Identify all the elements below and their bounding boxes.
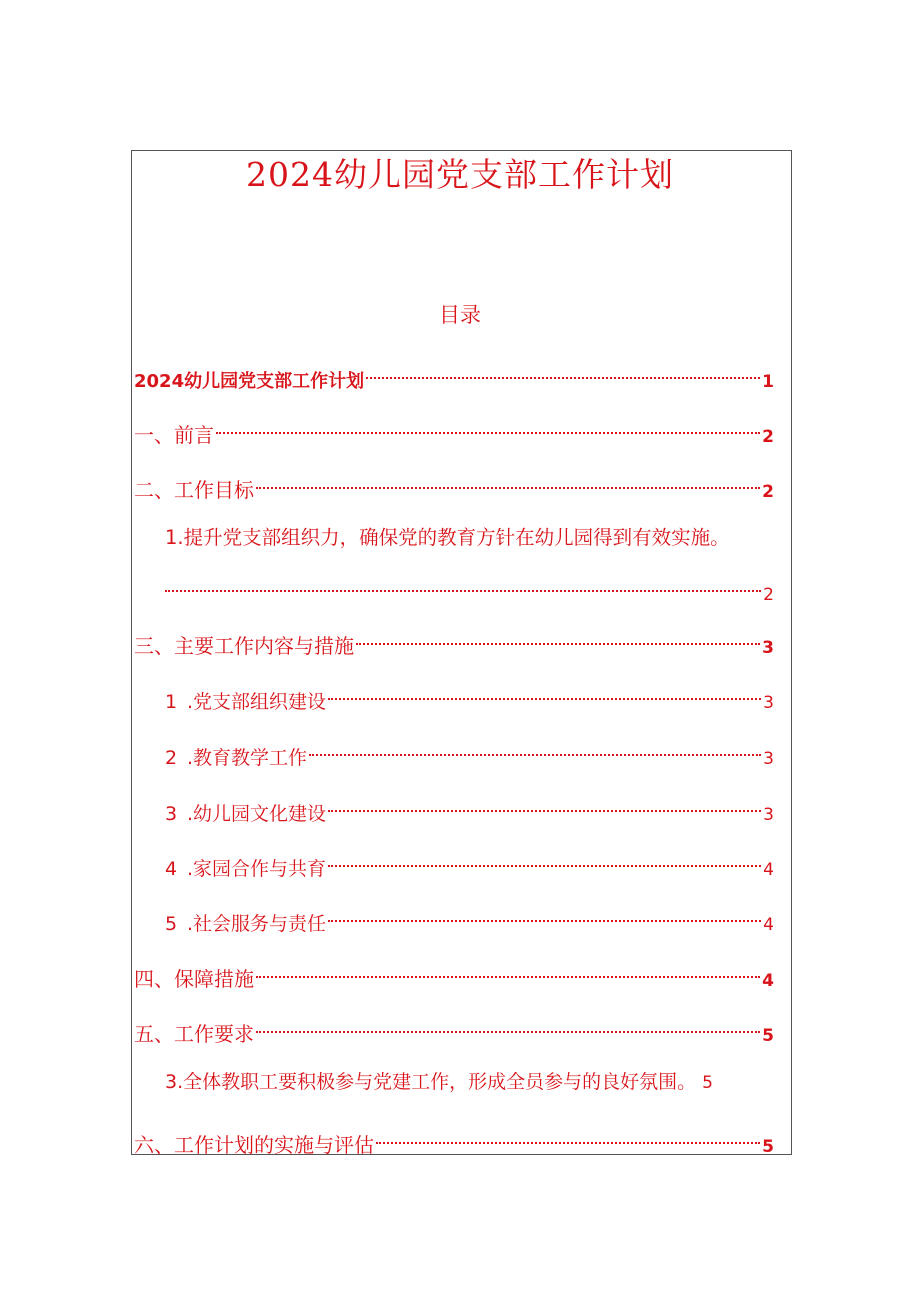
toc-entry-requirement-3[interactable] <box>165 1067 774 1097</box>
toc-heading: 目录 <box>439 303 481 327</box>
toc-entry-preface[interactable] <box>134 412 774 447</box>
dot-leader <box>356 623 760 653</box>
toc-entry-party-building[interactable] <box>165 678 774 713</box>
toc-entry-teaching[interactable] <box>165 734 774 769</box>
dot-leader <box>366 357 760 387</box>
dot-leader <box>328 900 761 930</box>
dot-leader <box>256 956 760 986</box>
toc-entry-label: .党支部组织建设 <box>187 691 327 713</box>
toc-page-number: 4 <box>763 915 774 935</box>
toc-page-number: 3 <box>763 749 774 769</box>
toc-entry-number: 1 <box>165 691 178 713</box>
toc-page-number: 1 <box>762 372 774 392</box>
dot-leader <box>309 734 761 764</box>
toc-entry-label: 四、保障措施 <box>134 967 254 991</box>
toc-page-number: 3 <box>763 805 774 825</box>
toc-page-number: 4 <box>762 971 774 991</box>
toc-entry-main-content[interactable] <box>134 623 774 658</box>
toc-page-number: 2 <box>762 482 774 502</box>
toc-entry-label: .社会服务与责任 <box>187 913 327 935</box>
dot-leader <box>256 467 760 497</box>
toc-entry-number: 2 <box>165 747 178 769</box>
toc-entry-culture[interactable] <box>165 790 774 825</box>
dot-leader <box>328 845 761 875</box>
toc-entry-safeguards[interactable] <box>134 956 774 991</box>
toc-entry-label: .幼儿园文化建设 <box>187 803 327 825</box>
toc-entry-label: 一、前言 <box>134 423 214 447</box>
toc-page-number: 5 <box>762 1137 774 1157</box>
toc-entry-goal-1-leader[interactable] <box>165 570 774 605</box>
toc-entry-label: 2024幼儿园党支部工作计划 <box>134 371 365 392</box>
toc-page-number: 3 <box>762 638 774 658</box>
toc-entry-number: 5 <box>165 913 178 935</box>
toc-page-number: 4 <box>763 860 774 880</box>
toc-page-number: 5 <box>702 1073 713 1093</box>
toc-entry-number: 3 <box>165 803 178 825</box>
toc-entry-title[interactable] <box>134 357 774 392</box>
toc-entry-goals[interactable] <box>134 467 774 502</box>
dot-leader <box>256 1011 760 1041</box>
toc-entry-label: .家园合作与共育 <box>187 858 327 880</box>
document-title: 2024幼儿园党支部工作计划 <box>246 155 674 194</box>
toc-page-number: 5 <box>762 1026 774 1046</box>
toc-entry-label: .教育教学工作 <box>187 747 308 769</box>
toc-entry-label: 三、主要工作内容与措施 <box>134 634 354 658</box>
dot-leader <box>376 1122 760 1152</box>
toc-page-number: 2 <box>763 585 774 605</box>
toc-entry-requirements[interactable] <box>134 1011 774 1046</box>
toc-entry-label: 3.全体教职工要积极参与党建工作，形成全员参与的良好氛围。 <box>165 1071 697 1093</box>
toc-entry-number: 4 <box>165 858 178 880</box>
dot-leader <box>165 570 761 600</box>
dot-leader <box>328 790 761 820</box>
toc-entry-label: 五、工作要求 <box>134 1022 254 1046</box>
toc-page-number: 3 <box>763 693 774 713</box>
toc-entry-label: 六、工作计划的实施与评估 <box>134 1133 374 1157</box>
dot-leader <box>216 412 760 442</box>
toc-entry-goal-1[interactable]: 1.提升党支部组织力，确保党的教育方针在幼儿园得到有效实施。 <box>165 526 730 549</box>
toc-entry-implementation[interactable] <box>134 1122 774 1157</box>
dot-leader <box>328 678 761 708</box>
toc-page-number: 2 <box>762 427 774 447</box>
toc-entry-home-cooperation[interactable] <box>165 845 774 880</box>
toc-entry-label: 二、工作目标 <box>134 478 254 502</box>
toc-entry-social-service[interactable] <box>165 900 774 935</box>
